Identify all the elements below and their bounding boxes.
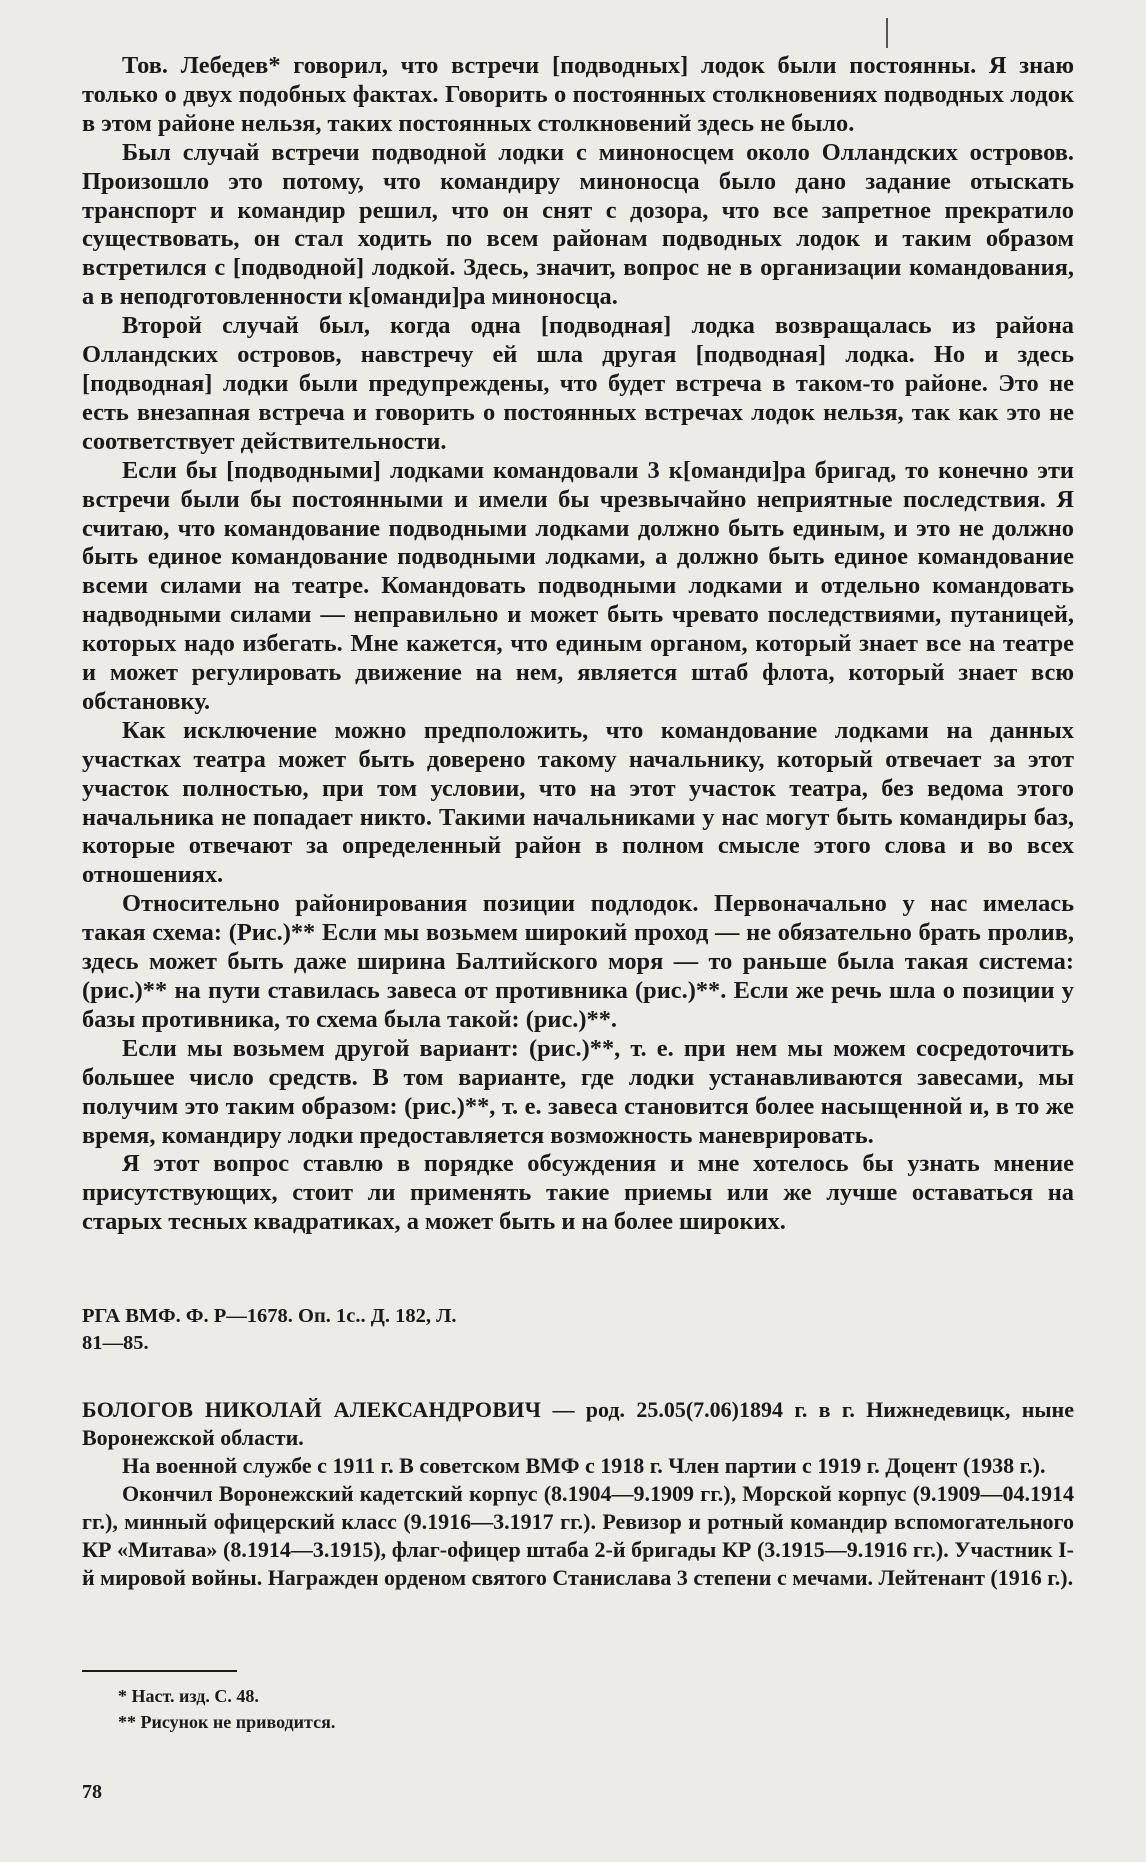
bio-education: Окончил Воронежский кадетский корпус (8.1904—9.1909 гг.), Морской корпус (9.1909—04.1914 гг.), минный офицерский класс (9.1916—3.1917 гг.). Ревизор и ротный командир вспомогательного КР «Митава» (8.1914—3.1915), флаг-офицер штаба 2-й бригады КР (3.1915—9.1916 гг.). Участник I-й мировой войны. Награжден орденом святого Станислава 3 степени с мечами. Лейтенант (1916 г.). [82,1481,1074,1590]
paragraph: Я этот вопрос ставлю в порядке обсуждения и мне хотелось бы узнать мнение присутствующих, стоит ли применять такие приемы или же лучше оставаться на старых тесных квадратиках, а может быть и на более широких. [82,1150,1074,1236]
bio-heading [82,1396,1074,1452]
footnote: ** Рисунок не приводится. [118,1712,336,1732]
paragraph: Тов. Лебедев* говорил, что встречи [подводных] лодок были постоянны. Я знаю только о двух подобных фактах. Говорить о постоянных столкновениях подводных лодок в этом районе нельзя, таких постоянных столкновений здесь не было. [82,52,1074,137]
bio-service: На военной службе с 1911 г. В советском ВМФ с 1918 г. Член партии с 1919 г. Доцент (1938 г.). [122,1453,1046,1478]
scan-mark [886,18,888,48]
footnote: * Наст. изд. С. 48. [118,1686,259,1706]
page-number: 78 [82,1781,102,1803]
biography [82,1396,1074,1592]
paragraph: Если мы возьмем другой вариант: (рис.)**, т. е. при нем мы можем сосредоточить большее число средств. В том варианте, где лодки устанавливаются завесами, мы получим это таким образом: (рис.)**, т. е. завеса становится более насыщенной и, в то же время, командиру лодки предоставляется возможность маневрировать. [82,1034,1074,1149]
footnotes [118,1683,618,1735]
footnote-divider [82,1670,237,1672]
speech-text [82,52,1074,1237]
bio-name: БОЛОГОВ НИКОЛАЙ АЛЕКСАНДРОВИЧ [82,1397,542,1422]
paragraph: Второй случай был, когда одна [подводная] лодка возвращалась из района Олландских островов, навстречу ей шла другая [подводная] лодка. Но и здесь [подводная] лодки были предупреждены, что будет встреча в таком-то районе. Это не есть внезапная встреча и говорить о постоянных встречах лодок нельзя, так как это не соответствует действительности. [82,312,1074,455]
paragraph: Как исключение можно предположить, что командование лодками на данных участках театра может быть доверено такому начальнику, который отвечает за этот участок полностью, при том условии, что на этот участок театра, без ведома этого начальника не попадает никто. Такими начальниками у нас могут быть командиры баз, которые отвечают за определенный район в полном смысле этого слова и во всех отношениях. [82,716,1074,889]
paragraph: Относительно районирования позиции подлодок. Первоначально у нас имелась такая схема: (Рис.)** Если мы возьмем широкий проход — не обязательно брать пролив, здесь может быть даже ширина Балтийского моря — то раньше была такая система: (рис.)** на пути ставилась завеса от противника (рис.)**. Если же речь шла о позиции у базы противника, то схема была такой: (рис.)**. [82,890,1074,1033]
source-line: 81—85. [82,1332,149,1354]
paragraph: Был случай встречи подводной лодки с миноносцем около Олландских островов. Произошло это потому, что командиру миноносца было дано задание отыскать транспорт и командир решил, что он снят с дозора, что все запретное прекратило существовать, он стал ходить по всем районам подводных лодок и таким образом встретился с [подводной] лодкой. Здесь, значит, вопрос не в организации командования, а в неподготовленности к[оманди]ра миноносца. [82,138,1074,311]
archive-source [82,1303,642,1357]
bio-birth: — род. 25.05(7.06)1894 г. в г. Нижнедевицк, ныне Воронежской области. [82,1397,1074,1450]
paragraph: Если бы [подводными] лодками командовали 3 к[оманди]ра бригад, то конечно эти встречи были бы постоянными и имели бы чрезвычайно неприятные последствия. Я считаю, что командование подводными лодками должно быть единым, и это не должно быть единое командование подводными лодками, а должно быть единое командование всеми силами на театре. Командовать подводными лодками и отдельно командовать надводными силами — неправильно и может быть чревато последствиями, путаницей, которых надо избегать. Мне кажется, что единым органом, который знает все на театре и может регулировать движение на нем, является штаб флота, который знает всю обстановку. [82,456,1074,715]
source-line: РГА ВМФ. Ф. Р—1678. Оп. 1с.. Д. 182, Л. [82,1305,457,1327]
